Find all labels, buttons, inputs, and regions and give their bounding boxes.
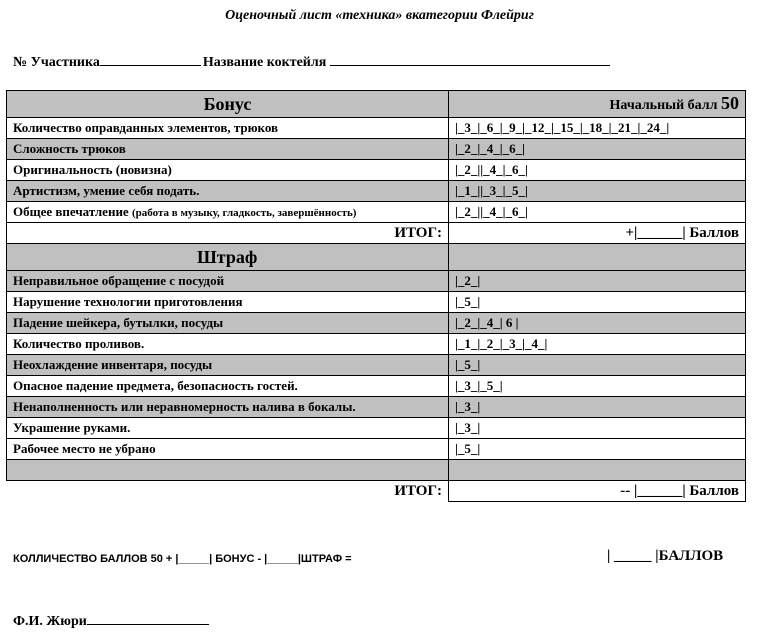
jury-label: Ф.И. Жюри bbox=[13, 614, 87, 629]
bonus-row bbox=[7, 118, 746, 139]
bonus-row bbox=[7, 139, 746, 160]
penalty-row bbox=[7, 334, 746, 355]
penalty-row-label: Ненаполненность или неравномерность налива в бокалы. bbox=[7, 397, 449, 418]
bonus-row-scores[interactable]: |_2_||_4_|_6_| bbox=[449, 160, 746, 181]
cocktail-field[interactable] bbox=[330, 53, 610, 66]
participant-line bbox=[13, 53, 610, 71]
start-score bbox=[455, 94, 739, 115]
bonus-row-label: Количество оправданных элементов, трюков bbox=[7, 118, 449, 139]
penalty-row-scores[interactable]: |_2_| bbox=[449, 271, 746, 292]
penalty-row-label: Опасное падение предмета, безопасность гостей. bbox=[7, 376, 449, 397]
bonus-row-label: Артистизм, умение себя подать. bbox=[7, 181, 449, 202]
bonus-total-value[interactable]: +|______| Баллов bbox=[449, 223, 746, 244]
penalty-row-scores[interactable]: |_3_| bbox=[449, 397, 746, 418]
penalty-row-label: Неправильное обращение с посудой bbox=[7, 271, 449, 292]
bonus-row-label: Общее впечатление (работа в музыку, гладкость, завершённость) bbox=[7, 202, 449, 223]
bonus-row-scores[interactable]: |_2_|_4_|_6_| bbox=[449, 139, 746, 160]
penalty-row bbox=[7, 418, 746, 439]
penalty-row-scores[interactable]: |_3_| bbox=[449, 418, 746, 439]
penalty-row bbox=[7, 355, 746, 376]
jury-line bbox=[13, 612, 209, 630]
penalty-empty-cell bbox=[449, 460, 746, 481]
penalty-total-value[interactable]: -- |______| Баллов bbox=[449, 481, 746, 502]
bonus-row bbox=[7, 160, 746, 181]
bonus-row-scores[interactable]: |_1_||_3_|_5_| bbox=[449, 181, 746, 202]
penalty-row-scores[interactable]: |_5_| bbox=[449, 355, 746, 376]
start-score-label: Начальный балл bbox=[609, 97, 721, 113]
penalty-row-scores[interactable]: |_5_| bbox=[449, 292, 746, 313]
penalty-row-label: Падение шейкера, бутылки, посуды bbox=[7, 313, 449, 334]
penalty-header: Штраф bbox=[197, 247, 258, 267]
jury-signature-field[interactable] bbox=[87, 612, 209, 625]
bonus-header-cell bbox=[7, 91, 449, 118]
bonus-total-row bbox=[7, 223, 746, 244]
summary-result[interactable]: | _____ |БАЛЛОВ bbox=[607, 548, 724, 564]
penalty-row-label: Рабочее место не убрано bbox=[7, 439, 449, 460]
bonus-total-label: ИТОГ: bbox=[7, 223, 449, 244]
penalty-row bbox=[7, 292, 746, 313]
penalty-header-cell bbox=[7, 244, 449, 271]
penalty-header-empty bbox=[449, 244, 746, 271]
start-score-cell bbox=[449, 91, 746, 118]
penalty-row-scores[interactable]: |_5_| bbox=[449, 439, 746, 460]
penalty-row-label: Нарушение технологии приготовления bbox=[7, 292, 449, 313]
penalty-header-row bbox=[7, 244, 746, 271]
bonus-row-scores[interactable]: |_2_||_4_|_6_| bbox=[449, 202, 746, 223]
participant-label: № Участника bbox=[13, 55, 100, 70]
penalty-row bbox=[7, 271, 746, 292]
penalty-row-label: Украшение руками. bbox=[7, 418, 449, 439]
cocktail-label: Название коктейля bbox=[202, 55, 327, 70]
bonus-row bbox=[7, 202, 746, 223]
bonus-table bbox=[6, 90, 746, 502]
penalty-row-scores[interactable]: |_2_|_4_| 6 | bbox=[449, 313, 746, 334]
bonus-row-scores[interactable]: |_3_|_6_|_9_|_12_|_15_|_18_|_21_|_24_| bbox=[449, 118, 746, 139]
bonus-row-label: Сложность трюков bbox=[7, 139, 449, 160]
start-score-value: 50 bbox=[721, 92, 739, 113]
document-title: Оценочный лист «техника» вкатегории Флейриг bbox=[225, 8, 534, 23]
penalty-row bbox=[7, 376, 746, 397]
penalty-row bbox=[7, 439, 746, 460]
penalty-row-label: Количество проливов. bbox=[7, 334, 449, 355]
bonus-header-row bbox=[7, 91, 746, 118]
penalty-row bbox=[7, 397, 746, 418]
penalty-total-label: ИТОГ: bbox=[394, 483, 442, 500]
summary-formula: КОЛЛИЧЕСТВО БАЛЛОВ 50 + |_____| БОНУС - |_____|ШТРАФ = bbox=[13, 553, 352, 565]
penalty-empty-row bbox=[7, 460, 746, 481]
penalty-row-label: Неохлаждение инвентаря, посуды bbox=[7, 355, 449, 376]
penalty-row-scores[interactable]: |_3_|_5_| bbox=[449, 376, 746, 397]
bonus-header: Бонус bbox=[203, 94, 252, 114]
bonus-row-label: Оригинальность (новизна) bbox=[7, 160, 449, 181]
bonus-row bbox=[7, 181, 746, 202]
penalty-row-scores[interactable]: |_1_|_2_|_3_|_4_| bbox=[449, 334, 746, 355]
penalty-empty-cell bbox=[7, 460, 449, 481]
participant-field[interactable] bbox=[100, 53, 201, 66]
penalty-total-row bbox=[7, 481, 746, 502]
penalty-row bbox=[7, 313, 746, 334]
